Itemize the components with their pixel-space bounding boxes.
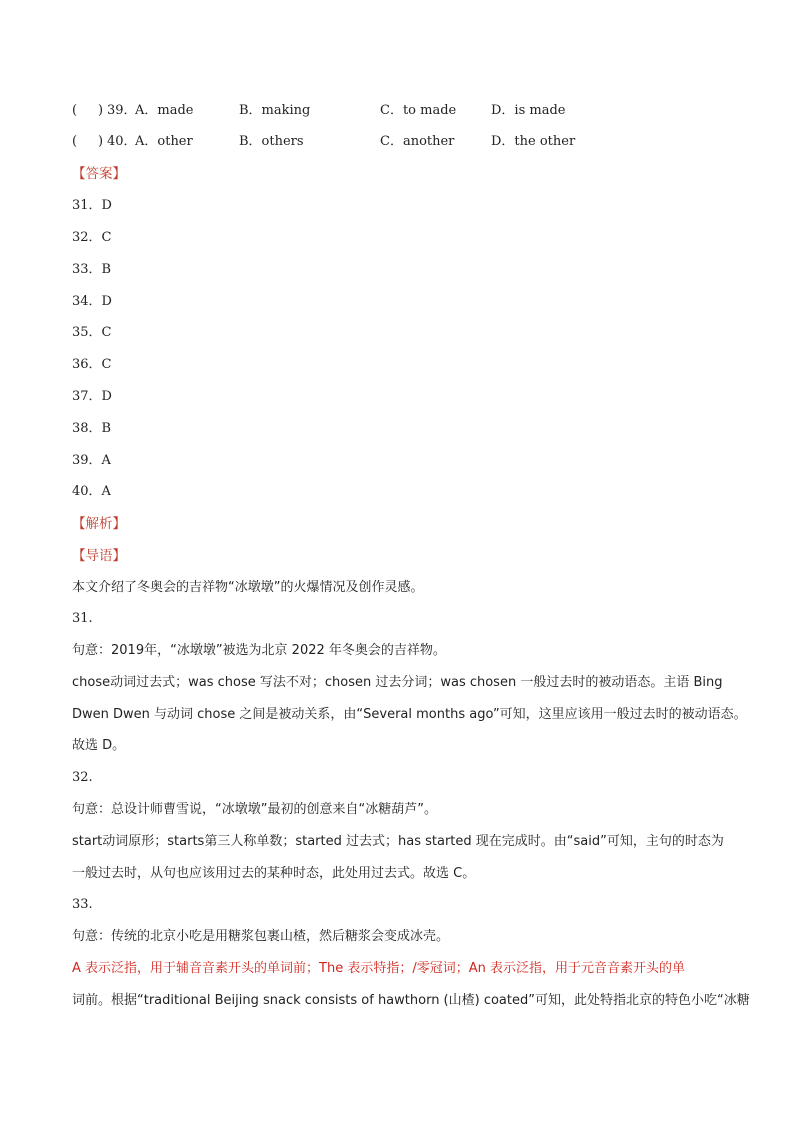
option-b: B．making bbox=[239, 103, 311, 118]
answer-item: 39．A bbox=[72, 453, 111, 468]
answer-blank-open: ( bbox=[72, 134, 78, 149]
question-number: 39． bbox=[107, 103, 137, 118]
option-a: A．other bbox=[135, 134, 193, 149]
question-number: 40． bbox=[107, 134, 137, 149]
answer-item: 34．D bbox=[72, 294, 112, 309]
item-number: 33. bbox=[72, 897, 93, 912]
option-b: B．others bbox=[239, 134, 304, 149]
sentence-meaning: 句意：总设计师曹雪说，“冰墩墩”最初的创意来自“冰糖葫芦”。 bbox=[72, 802, 437, 817]
option-d: D．is made bbox=[491, 103, 566, 118]
answer-heading: 【答案】 bbox=[72, 166, 126, 182]
explanation-line: chose动词过去式；was chose 写法不对；chosen 过去分词；was chosen 一般过去时的被动语态。主语 Bing bbox=[72, 675, 723, 690]
option-d: D．the other bbox=[491, 134, 576, 149]
explanation-line: start动词原形；starts第三人称单数；started 过去式；has started 现在完成时。由“said”可知，主句的时态为 bbox=[72, 834, 724, 849]
answer-item: 37．D bbox=[72, 389, 112, 404]
answer-blank-close: ) bbox=[98, 134, 104, 149]
intro-heading: 【导语】 bbox=[72, 548, 126, 564]
intro-text: 本文介绍了冬奥会的吉祥物“冰墩墩”的火爆情况及创作灵感。 bbox=[72, 580, 424, 595]
answer-item: 35．C bbox=[72, 325, 112, 340]
answer-item: 38．B bbox=[72, 421, 112, 436]
answer-item: 32．C bbox=[72, 230, 112, 245]
explanation-line: 一般过去时，从句也应该用过去的某种时态，此处用过去式。故选 C。 bbox=[72, 866, 476, 881]
answer-item: 36．C bbox=[72, 357, 112, 372]
item-number: 32. bbox=[72, 770, 93, 785]
option-c: C．to made bbox=[380, 103, 457, 118]
explanation-line: 故选 D。 bbox=[72, 738, 126, 753]
item-number: 31. bbox=[72, 611, 93, 626]
sentence-meaning: 句意：2019年，“冰墩墩”被选为北京 2022 年冬奥会的吉祥物。 bbox=[72, 643, 446, 658]
explanation-line: 词前。根据“traditional Beijing snack consists of hawthorn (山楂) coated”可知，此处特指北京的特色小吃“冰糖 bbox=[72, 993, 750, 1008]
option-c: C．another bbox=[380, 134, 455, 149]
answer-blank-close: ) bbox=[98, 103, 104, 118]
sentence-meaning: 句意：传统的北京小吃是用糖浆包裹山楂，然后糖浆会变成冰壳。 bbox=[72, 929, 450, 944]
question-row-39 bbox=[72, 101, 734, 121]
question-row-40 bbox=[72, 132, 734, 152]
answer-item: 31．D bbox=[72, 198, 112, 213]
option-a: A．made bbox=[135, 103, 194, 118]
answer-blank-open: ( bbox=[72, 103, 78, 118]
explanation-line: A 表示泛指，用于辅音音素开头的单词前；The 表示特指；/零冠词；An 表示泛指，用于元音音素开头的单 bbox=[72, 961, 685, 976]
answer-item: 33．B bbox=[72, 262, 112, 277]
explanation-line: Dwen Dwen 与动词 chose 之间是被动关系，由“Several months ago”可知，这里应该用一般过去时的被动语态。 bbox=[72, 707, 747, 722]
analysis-heading: 【解析】 bbox=[72, 516, 126, 532]
answer-item: 40．A bbox=[72, 484, 111, 499]
